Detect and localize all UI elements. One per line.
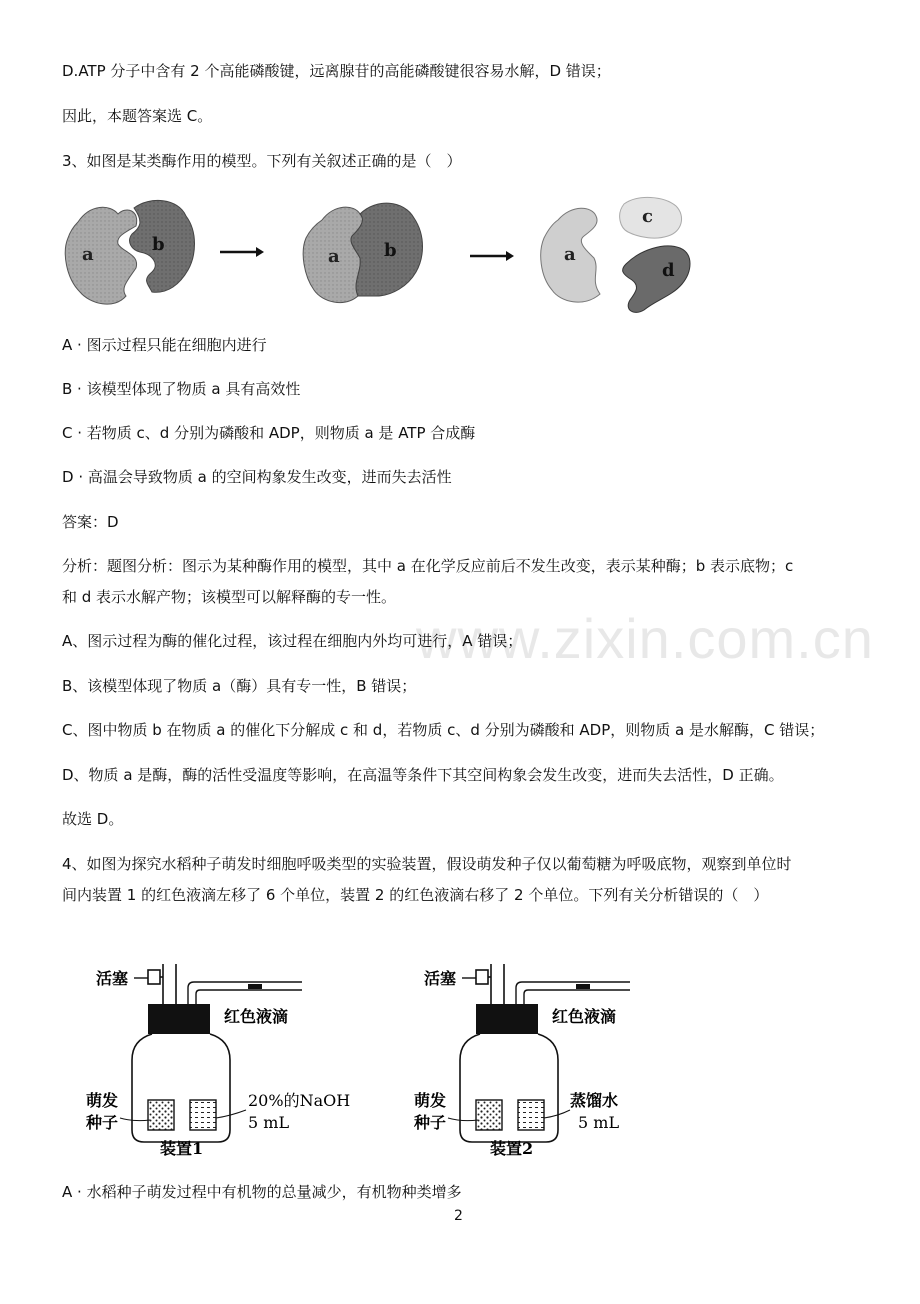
text-line-d-atp: D.ATP 分子中含有 2 个高能磷酸键，远离腺苷的高能磷酸键很容易水解，D 错误； <box>62 62 611 80</box>
seeds-label-1b: 种子 <box>86 1113 119 1132</box>
option-3a: A · 图示过程只能在细胞内进行 <box>62 336 267 354</box>
seeds-label-2a: 萌发 <box>414 1091 447 1110</box>
device-1-caption: 装置1 <box>160 1139 204 1158</box>
label-a-1: a <box>82 244 94 265</box>
enzyme-a-stage3 <box>541 208 600 302</box>
question-3-stem: 3、如图是某类酶作用的模型。下列有关叙述正确的是（ ） <box>62 152 462 170</box>
label-d: d <box>662 260 675 281</box>
analysis-line-2: 和 d 表示水解产物；该模型可以解释酶的专一性。 <box>62 588 397 606</box>
label-a-3: a <box>564 244 576 265</box>
enzyme-a-stage2 <box>303 207 362 302</box>
explain-c: C、图中物质 b 在物质 a 的催化下分解成 c 和 d，若物质 c、d 分别为磷酸和 ADP，则物质 a 是水解酶，C 错误； <box>62 721 825 739</box>
option-4a: A · 水稻种子萌发过程中有机物的总量减少，有机物种类增多 <box>62 1183 462 1201</box>
seeds-label-1a: 萌发 <box>86 1091 119 1110</box>
naoh-volume-label: 5 mL <box>248 1113 290 1132</box>
label-c: c <box>642 206 653 227</box>
seeds-label-2b: 种子 <box>414 1113 447 1132</box>
explain-d: D、物质 a 是酶，酶的活性受温度等影响，在高温等条件下其空间构象会发生改变，进而失去活性，D 正确。 <box>62 766 784 784</box>
option-3b: B · 该模型体现了物质 a 具有高效性 <box>62 380 301 398</box>
drop-label-2: 红色液滴 <box>552 1007 617 1026</box>
product-d <box>623 246 690 312</box>
watermark: www.zixin.com.cn <box>416 607 874 670</box>
label-a-2: a <box>328 246 340 267</box>
explain-a: A、图示过程为酶的催化过程，该过程在细胞内外均可进行，A 错误； <box>62 632 523 650</box>
arrow-icon <box>220 247 264 257</box>
enzyme-a-stage1 <box>65 207 136 304</box>
label-b-1: b <box>152 234 165 255</box>
valve-label-2: 活塞 <box>424 969 457 988</box>
question-4-stem-line-2: 间内装置 1 的红色液滴左移了 6 个单位，装置 2 的红色液滴右移了 2 个单位。下列有关分析错误的（ ） <box>62 886 769 904</box>
enzyme-model-figure <box>60 192 700 318</box>
respiration-apparatus-figure <box>80 960 660 1160</box>
conclusion: 故选 D。 <box>62 810 124 828</box>
text-line-answer-c: 因此，本题答案选 C。 <box>62 107 213 125</box>
product-c <box>620 197 682 238</box>
water-label: 蒸馏水 <box>570 1091 619 1110</box>
question-4-stem-line-1: 4、如图为探究水稻种子萌发时细胞呼吸类型的实验装置，假设萌发种子仅以葡萄糖为呼吸底物，观察到单位时 <box>62 855 792 873</box>
analysis-line-1: 分析：题图分析：图示为某种酶作用的模型，其中 a 在化学反应前后不发生改变，表示某种酶；b 表示底物；c <box>62 557 794 575</box>
explain-b: B、该模型体现了物质 a（酶）具有专一性，B 错误； <box>62 677 417 695</box>
naoh-label: 20%的NaOH <box>248 1091 351 1110</box>
drop-label-1: 红色液滴 <box>224 1007 289 1026</box>
answer-3: 答案：D <box>62 513 119 531</box>
substrate-b-stage1 <box>130 200 195 292</box>
device-2-caption: 装置2 <box>490 1139 534 1158</box>
arrow-icon-2 <box>470 251 514 261</box>
substrate-b-stage2 <box>351 203 423 296</box>
label-b-2: b <box>384 240 397 261</box>
device-1 <box>85 964 350 1158</box>
option-3c: C · 若物质 c、d 分别为磷酸和 ADP，则物质 a 是 ATP 合成酶 <box>62 424 476 442</box>
page-number: 2 <box>454 1208 463 1224</box>
device-2 <box>413 964 630 1158</box>
option-3d: D · 高温会导致物质 a 的空间构象发生改变，进而失去活性 <box>62 468 452 486</box>
water-volume-label: 5 mL <box>578 1113 620 1132</box>
valve-label-1: 活塞 <box>96 969 129 988</box>
